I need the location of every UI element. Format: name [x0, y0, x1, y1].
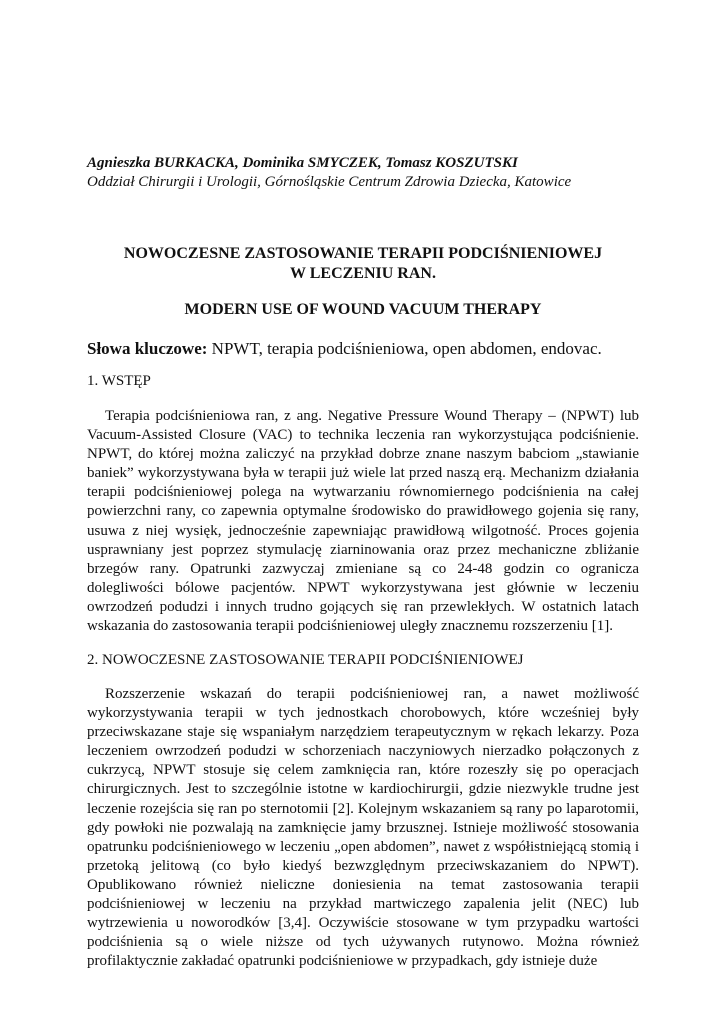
author-affiliation: Oddział Chirurgii i Urologii, Górnośląskie Centrum Zdrowia Dziecka, Katowice [87, 174, 572, 190]
keywords [87, 338, 639, 359]
keywords-label: Słowa kluczowe: [87, 339, 208, 358]
author-names: Agnieszka BURKACKA, Dominika SMYCZEK, Tomasz KOSZUTSKI [87, 155, 518, 171]
section-paragraph-modern-use: Rozszerzenie wskazań do terapii podciśnieniowej ran, a nawet możliwość wykorzystywania terapii w tych jednostkach chorobowych, które wcześniej były przeciwskazane staje się wspaniałym narzędziem terapeutycznym w rękach lekarzy. Poza leczeniem owrzodzeń podudzi w schorzeniach naczyniowych nierzadko połączonych z cukrzycą, NPWT stosuje się celem zamknięcia ran, które rozeszły się po operacjach chirurgicznych. Jest to szczególnie istotne w kardiochirurgii, gdzie niezwykle trudne jest leczenie rozejścia się ran po sternotomii [2]. Kolejnym wskazaniem są rany po laparotomii, gdy powłoki nie pozwalają na zamknięcie jamy brzusznej. Istnieje możliwość stosowania opatrunku podciśnieniowego w leczeniu „open abdomen”, nawet z współistniejącą stomią i przetoką jelitową (co było kiedyś bezwzględnym przeciwskazaniem do NPWT). Opublikowano również nieliczne doniesienia na temat zastosowania terapii podciśnieniowej w leczeniu na przykład martwiczego zapalenia jelit (NEC) lub wytrzewienia u noworodków [3,4]. Oczywiście stosowane w tym przypadku wartości podciśnienia są o wiele niższe od tych używanych rutynowo. Można również profilaktycznie zakładać opatrunki podciśnieniowe w przypadkach, gdy istnieje duże [87, 686, 639, 970]
section-heading-modern-use: 2. NOWOCZESNE ZASTOSOWANIE TERAPII PODCIŚNIENIOWEJ [87, 652, 524, 668]
title-english: MODERN USE OF WOUND VACUUM THERAPY [184, 301, 542, 318]
title-polish-line1: NOWOCZESNE ZASTOSOWANIE TERAPII PODCIŚNIENIOWEJ [123, 245, 603, 262]
section-heading-intro: 1. WSTĘP [87, 373, 151, 389]
title-polish [87, 244, 639, 284]
section-paragraph-intro: Terapia podciśnieniowa ran, z ang. Negative Pressure Wound Therapy – (NPWT) lub Vacuum-Assisted Closure (VAC) to technika leczenia ran wykorzystująca podciśnienie. NPWT, do której można zaliczyć na przykład dobrze znane naszym babciom „stawianie baniek” wykorzystywana była w terapii już wiele lat przed naszą erą. Mechanizm działania terapii podciśnieniowej polega na wytwarzaniu równomiernego podciśnienia na całej powierzchni rany, co zapewnia optymalne środowisko do prawidłowego gojenia się rany, usuwa z niej wysięk, jednocześnie zapewniając prawidłową wilgotność. Proces gojenia usprawniany jest poprzez stymulację ziarninowania oraz przez mechaniczne zbliżanie brzegów rany. Opatrunki zazwyczaj zmieniane są co 24-48 godzin co ogranicza dolegliwości bólowe pacjentów. NPWT wykorzystywana jest głównie w leczeniu owrzodzeń podudzi i innych trudno gojących się ran przewlekłych. W ostatnich latach wskazania do zastosowania terapii podciśnieniowej uległy znacznemu rozszerzeniu [1]. [87, 408, 639, 635]
keywords-value: NPWT, terapia podciśnieniowa, open abdomen, endovac. [207, 339, 602, 358]
title-polish-line2: W LECZENIU RAN. [290, 265, 436, 282]
author-block [87, 154, 639, 192]
